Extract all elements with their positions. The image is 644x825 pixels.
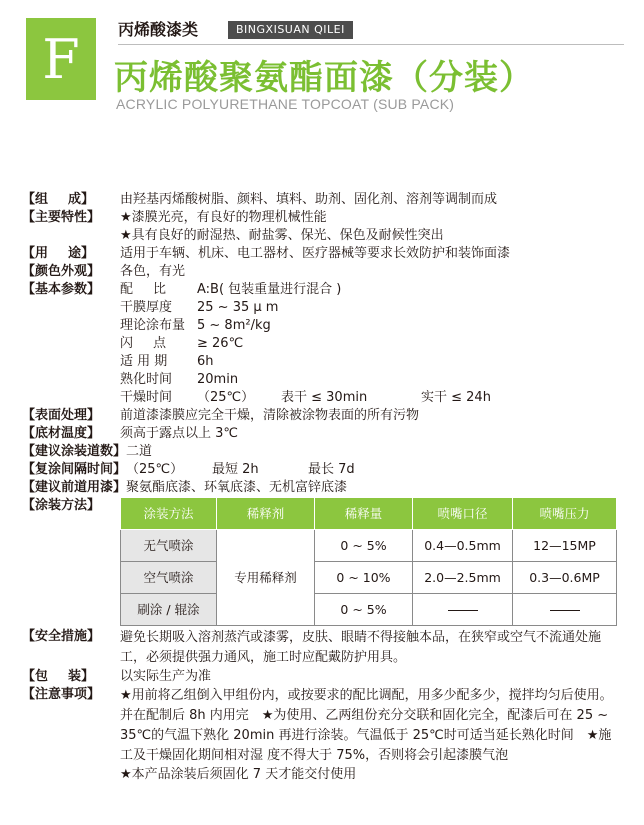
table-header-cell: 喷嘴压力 [513, 498, 617, 530]
drying-temp: （25℃） [197, 390, 255, 405]
appearance-row [22, 263, 622, 281]
surface-dry-value: 表干 ≤ 30min [281, 390, 368, 405]
nozzle-cell-empty [413, 594, 513, 626]
product-title-en: ACRYLIC POLYURETHANE TOPCOAT (SUB PACK) [116, 96, 455, 112]
flash-key-b: 点 [152, 336, 166, 351]
spec-content [22, 191, 622, 784]
primer-label: 【建议前道用漆】 [22, 480, 127, 495]
method-cell: 刷涂 / 辊涂 [121, 594, 217, 626]
coats-value: 二道 [126, 444, 153, 459]
notes-value: ★用前将乙组倒入甲组份内，或按要求的配比调配，用多少配多少，搅拌均匀后使用。并在配制后 8h 内用完 ★为使用、乙两组份充分交联和固化完全，配漆后可在 25 ~ 35℃的气温下熟化 20min 再进行涂装。气温低于 25℃时可适当延长熟化时间 ★施工及干燥固化期间相对湿 度不得大于 75%，否则将会引起漆膜气泡 [120, 688, 613, 763]
hard-dry-value: 实干 ≤ 24h [421, 390, 491, 405]
basic-params-label: 【基本参数】 [22, 282, 101, 297]
notes-last: ★本产品涂装后须固化 7 天才能交付使用 [120, 767, 357, 782]
amount-cell: 0 ~ 5% [315, 530, 413, 562]
primer-value: 聚氨酯底漆、环氧底漆、无机富锌底漆 [126, 480, 348, 495]
features-line1: ★漆膜光亮，有良好的物理机械性能 [120, 210, 327, 225]
pressure-cell: 0.3—0.6MP [513, 562, 617, 594]
flash-point-row [22, 335, 622, 353]
method-cell: 无气喷涂 [121, 530, 217, 562]
features-row-2 [22, 227, 622, 245]
features-row [22, 209, 622, 227]
drying-row [22, 389, 622, 407]
coverage-key: 理论涂布量 [120, 318, 186, 333]
application-method-table [120, 497, 617, 626]
amount-cell: 0 ~ 10% [315, 562, 413, 594]
safety-label: 【安全措施】 [22, 629, 101, 644]
ripening-key: 熟化时间 [120, 372, 173, 387]
primer-row [22, 479, 622, 497]
features-label: 【主要特性】 [22, 210, 101, 225]
table-row [121, 562, 617, 594]
method-label: 【涂装方法】 [22, 498, 101, 513]
recoat-row [22, 461, 622, 479]
packing-label-a: 【包 [22, 669, 49, 684]
packing-label-b: 装】 [67, 669, 94, 684]
notes-row [22, 686, 622, 766]
drying-key: 干燥时间 [120, 390, 173, 405]
pot-life-row [22, 353, 622, 371]
usage-label-a: 【用 [22, 246, 49, 261]
usage-row [22, 245, 622, 263]
appearance-label: 【颜色外观】 [22, 264, 101, 279]
method-cell: 空气喷涂 [121, 562, 217, 594]
recoat-max: 最长 7d [308, 462, 355, 477]
coats-row [22, 443, 622, 461]
pressure-cell-empty [513, 594, 617, 626]
packing-row [22, 668, 622, 686]
safety-row [22, 628, 622, 668]
table-header-cell: 涂装方法 [121, 498, 217, 530]
table-header-row [121, 498, 617, 530]
table-row [121, 594, 617, 626]
ratio-key-a: 配 [120, 282, 134, 297]
nozzle-cell: 0.4—0.5mm [413, 530, 513, 562]
thinner-cell: 专用稀释剂 [217, 530, 315, 626]
method-section [22, 497, 622, 626]
ripening-value: 20min [197, 372, 239, 387]
notes-last-row [22, 766, 622, 784]
product-title-cn: 丙烯酸聚氨酯面漆（分装） [114, 58, 534, 98]
coverage-value: 5 ~ 8m²/kg [197, 318, 271, 333]
recoat-label: 【复涂间隔时间】 [22, 462, 127, 477]
thickness-key: 干膜厚度 [120, 300, 173, 315]
ripening-row [22, 371, 622, 389]
surface-prep-row [22, 407, 622, 425]
category-cn: 丙烯酸漆类 [118, 20, 199, 39]
surface-prep-label: 【表面处理】 [22, 408, 101, 423]
flash-key-a: 闪 [120, 336, 134, 351]
basic-params-row [22, 281, 622, 299]
surface-prep-value: 前道漆漆膜应完全干燥，清除被涂物表面的所有污物 [120, 408, 420, 423]
pot-life-key: 适 用 期 [120, 354, 168, 369]
table-row [121, 530, 617, 562]
ratio-value: A:B( 包装重量进行混合 ) [197, 282, 342, 297]
dash-mark [448, 610, 478, 611]
table-header-cell: 稀释量 [315, 498, 413, 530]
ratio-key-b: 比 [152, 282, 166, 297]
pressure-cell: 12—15MP [513, 530, 617, 562]
dash-mark [550, 610, 580, 611]
usage-label-b: 途】 [67, 246, 94, 261]
substrate-temp-row [22, 425, 622, 443]
packing-value: 以实际生产为准 [120, 669, 212, 684]
composition-label-a: 【组 [22, 192, 49, 207]
header-divider [118, 44, 624, 45]
coats-label: 【建议涂装道数】 [22, 444, 127, 459]
table-header-cell: 喷嘴口径 [413, 498, 513, 530]
usage-value: 适用于车辆、机床、电工器材、医疗器械等要求长效防护和装饰面漆 [120, 246, 511, 261]
table-header-cell: 稀释剂 [217, 498, 315, 530]
recoat-min: 最短 2h [212, 462, 259, 477]
composition-value: 由羟基丙烯酸树脂、颜料、填料、助剂、固化剂、溶剂等调制而成 [120, 192, 498, 207]
thickness-row [22, 299, 622, 317]
substrate-temp-value: 须高于露点以上 3℃ [120, 426, 239, 441]
amount-cell: 0 ~ 5% [315, 594, 413, 626]
substrate-temp-label: 【底材温度】 [22, 426, 101, 441]
notes-label: 【注意事项】 [22, 687, 101, 702]
flash-value: ≥ 26℃ [197, 336, 244, 351]
composition-row [22, 191, 622, 209]
appearance-value: 各色，有光 [120, 264, 186, 279]
page-header [0, 0, 644, 130]
features-line2: ★具有良好的耐湿热、耐盐雾、保光、保色及耐候性突出 [120, 228, 444, 243]
nozzle-cell: 2.0—2.5mm [413, 562, 513, 594]
category-en: BINGXISUAN QILEI [228, 21, 353, 39]
section-letter-badge: F [26, 18, 96, 100]
coverage-row [22, 317, 622, 335]
pot-life-value: 6h [197, 354, 214, 369]
composition-label-b: 成】 [67, 192, 94, 207]
recoat-temp: （25℃） [126, 462, 184, 477]
thickness-value: 25 ~ 35 μ m [197, 300, 279, 315]
safety-value: 避免长期吸入溶剂蒸汽或漆雾，皮肤、眼睛不得接触本品，在狭窄或空气不流通处施工，必须提供强力通风，施工时应配戴防护用具。 [120, 630, 602, 665]
